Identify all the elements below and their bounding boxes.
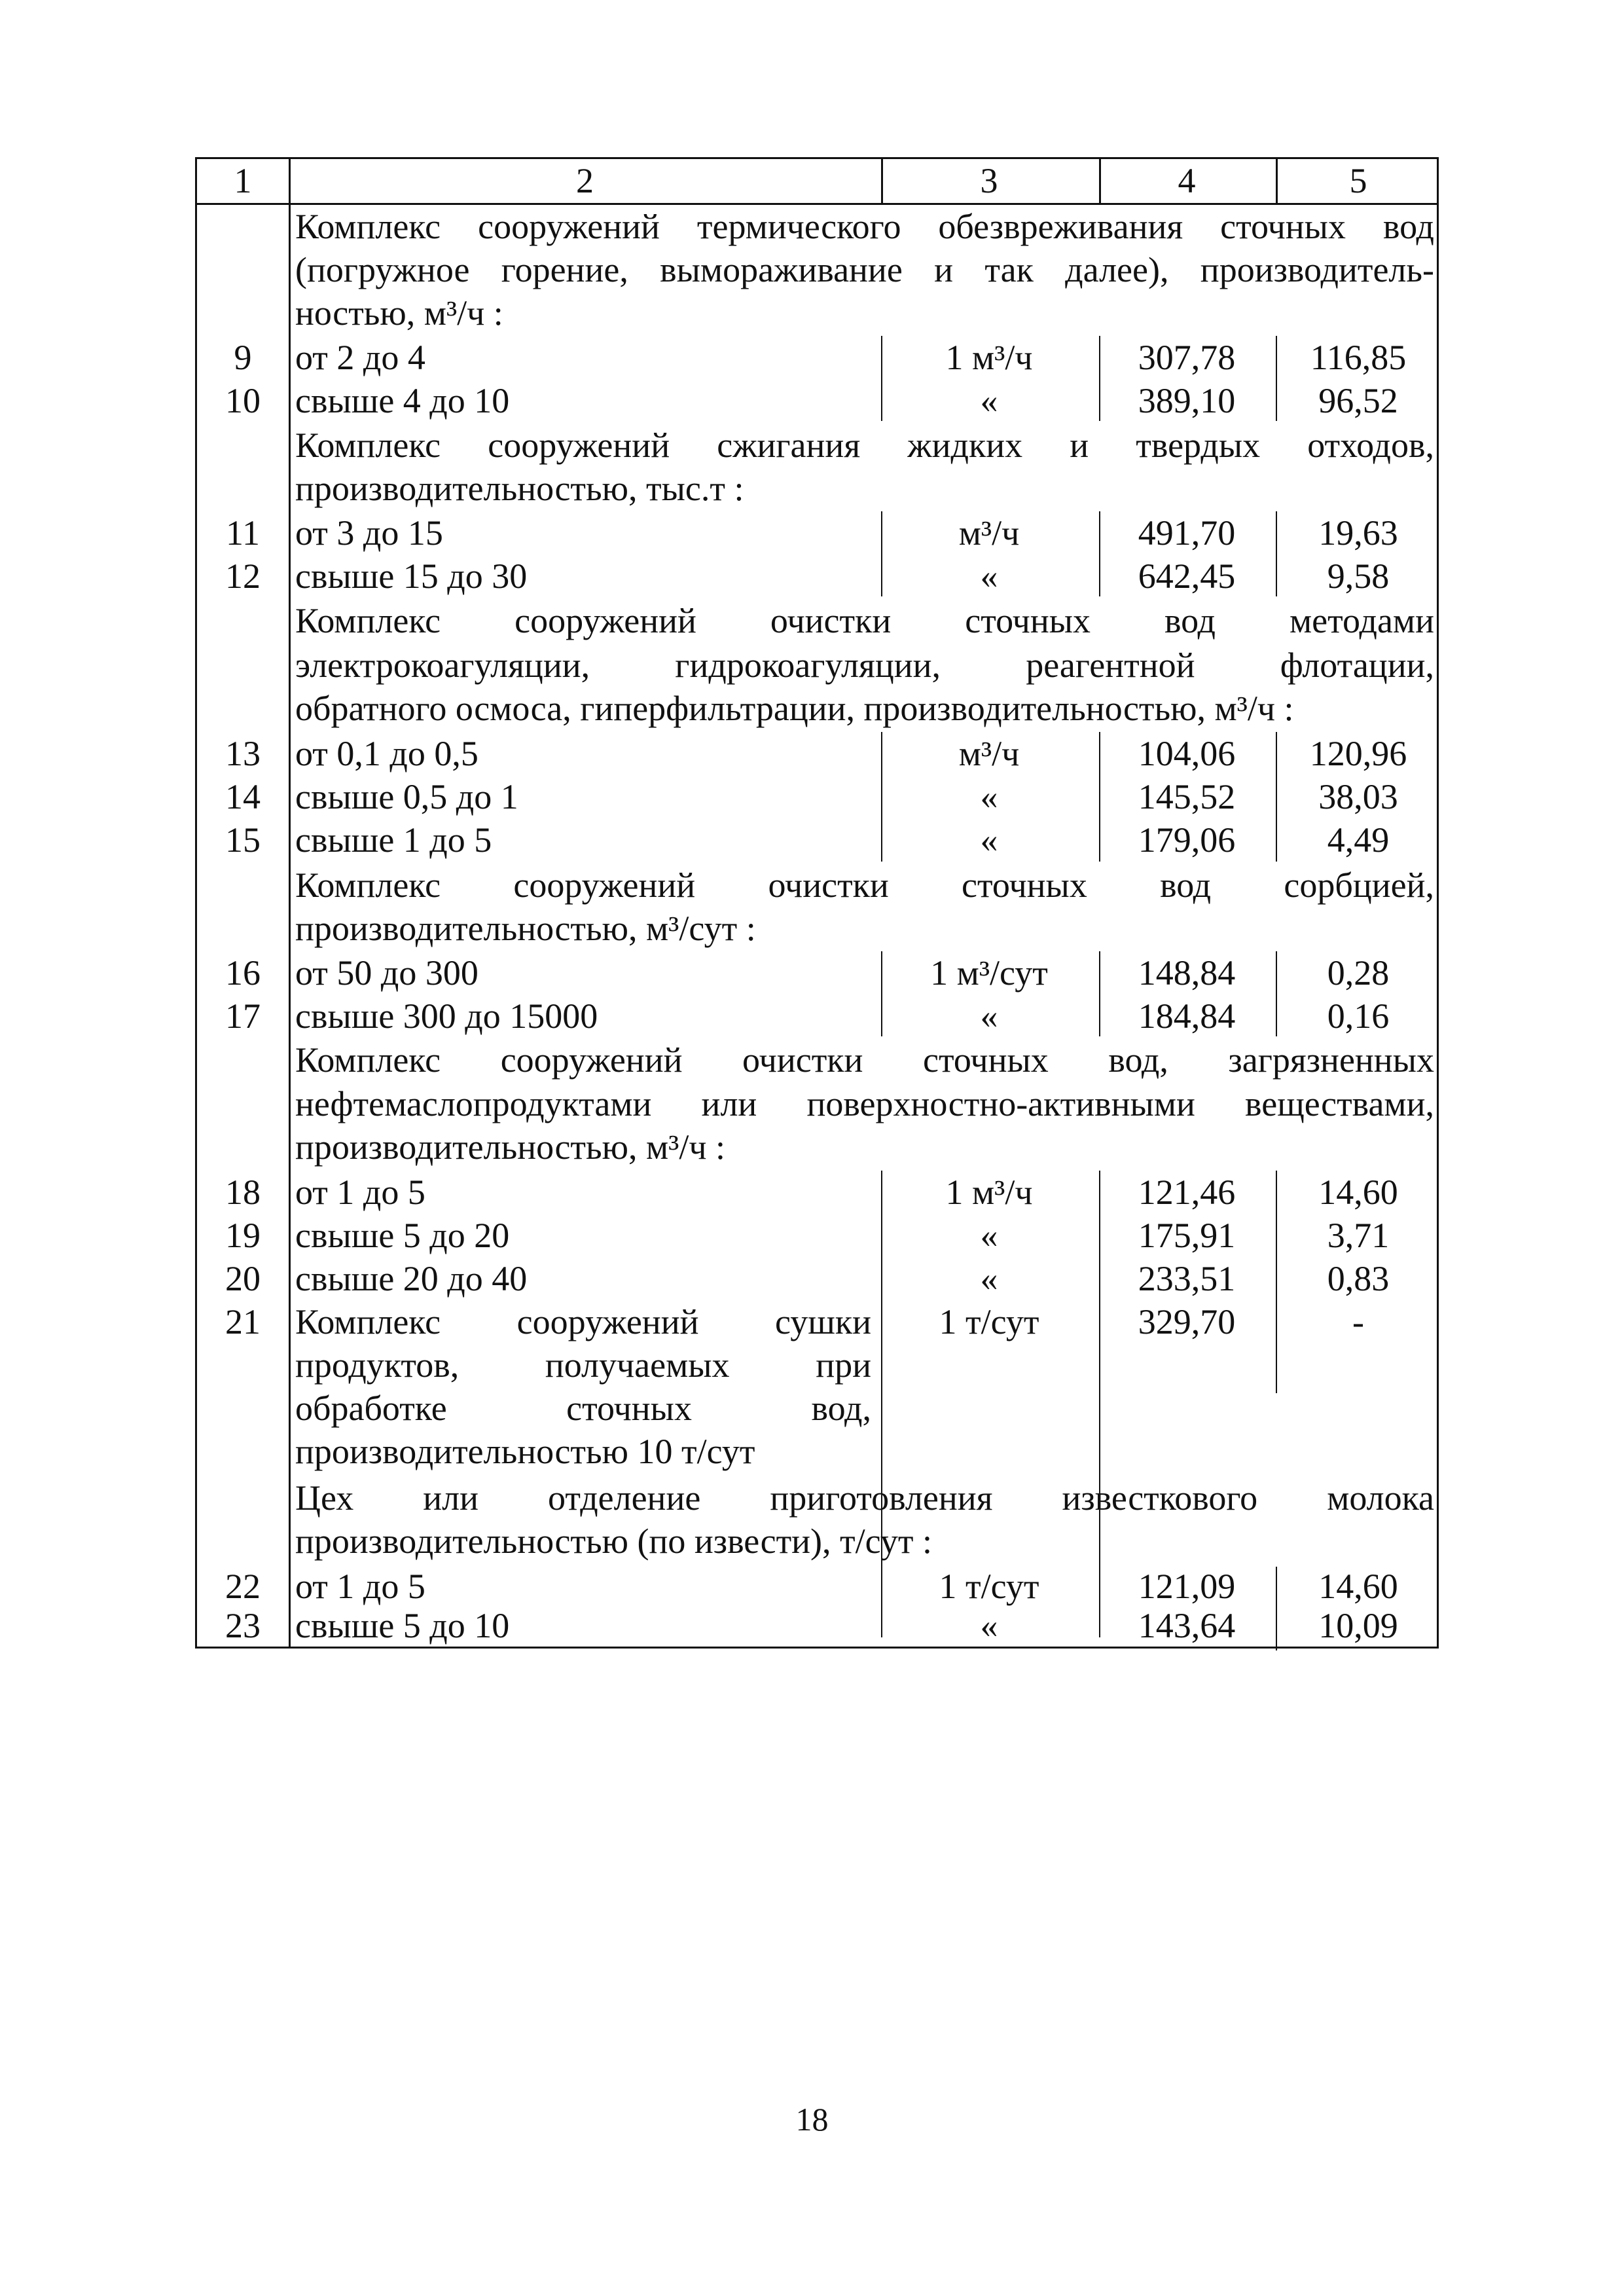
row-value-a: 121,09: [1138, 1567, 1236, 1606]
row-value-b: 3,71: [1327, 1216, 1390, 1255]
row-number: 15: [225, 820, 261, 860]
header-col-3: 3: [980, 161, 998, 200]
row-number: 17: [225, 996, 261, 1036]
row-unit: «: [980, 820, 998, 860]
page-number: 18: [795, 2101, 829, 2138]
row-value-b: 0,83: [1327, 1259, 1390, 1298]
group-heading-line: Комплекс сооружений очистки сточных вод сорбцией,: [295, 866, 1434, 905]
row-value-b: 14,60: [1318, 1567, 1398, 1606]
row-description-line: обработке сточных вод,: [295, 1389, 871, 1428]
row-value-a: 143,64: [1138, 1606, 1236, 1645]
row-range: свыше 15 до 30: [295, 556, 528, 596]
row-value-b: 19,63: [1318, 513, 1398, 553]
group-heading-line: Комплекс сооружений термического обезвреживания сточных вод: [295, 207, 1434, 246]
row-value-a: 104,06: [1138, 734, 1236, 773]
row-number: 12: [225, 556, 261, 596]
row-unit: 1 т/сут: [939, 1302, 1039, 1341]
row-value-b: 38,03: [1318, 777, 1398, 816]
row-range: от 1 до 5: [295, 1567, 425, 1606]
row-value-b: 0,28: [1327, 953, 1390, 993]
row-unit: м³/ч: [958, 734, 1020, 773]
row-value-b: 14,60: [1318, 1173, 1398, 1212]
row-range: свыше 20 до 40: [295, 1259, 528, 1298]
row-unit: «: [980, 1259, 998, 1298]
header-col-4: 4: [1178, 161, 1196, 200]
row-range: свыше 5 до 10: [295, 1606, 510, 1645]
row-range: от 1 до 5: [295, 1173, 425, 1212]
row-unit: 1 т/сут: [939, 1567, 1039, 1606]
row-number: 14: [225, 777, 261, 816]
header-col-5: 5: [1349, 161, 1367, 200]
group-heading-line: ностью, м³/ч :: [295, 293, 503, 333]
row-value-b: 116,85: [1310, 338, 1407, 377]
group-heading-line: производительностью, тыс.т :: [295, 469, 744, 508]
row-value-b: 120,96: [1309, 734, 1407, 773]
row-value-b: 96,52: [1318, 381, 1398, 420]
row-number: 9: [234, 338, 252, 377]
row-unit: «: [980, 556, 998, 596]
row-value-a: 145,52: [1138, 777, 1236, 816]
row-number: 20: [225, 1259, 261, 1298]
row-value-b: 0,16: [1327, 996, 1390, 1036]
row-value-a: 491,70: [1138, 513, 1236, 553]
row-number: 19: [225, 1216, 261, 1255]
row-value-b: -: [1352, 1302, 1364, 1341]
row-number: 18: [225, 1173, 261, 1212]
group-heading-line: Цех или отделение приготовления известкового молока: [295, 1478, 1434, 1518]
row-value-b: 4,49: [1327, 820, 1390, 860]
group-heading-line: нефтемаслопродуктами или поверхностно-активными веществами,: [295, 1084, 1434, 1123]
row-range: от 3 до 15: [295, 513, 443, 553]
row-unit: 1 м³/сут: [930, 953, 1048, 993]
row-value-a: 148,84: [1138, 953, 1236, 993]
row-unit: «: [980, 996, 998, 1036]
row-unit: «: [980, 1216, 998, 1255]
row-unit: «: [980, 777, 998, 816]
group-heading-line: обратного осмоса, гиперфильтрации, производительностью, м³/ч :: [295, 689, 1294, 728]
row-number: 11: [226, 513, 260, 553]
group-heading-line: производительностью (по извести), т/сут :: [295, 1522, 933, 1561]
row-value-a: 307,78: [1138, 338, 1236, 377]
row-number: 21: [225, 1302, 261, 1341]
row-range: от 50 до 300: [295, 953, 478, 993]
row-number: 13: [225, 734, 261, 773]
row-range: свыше 300 до 15000: [295, 996, 598, 1036]
row-description-line: производительностью 10 т/сут: [295, 1432, 755, 1471]
row-value-a: 642,45: [1138, 556, 1236, 596]
row-value-a: 329,70: [1138, 1302, 1236, 1341]
group-heading-line: производительностью, м³/ч :: [295, 1127, 726, 1167]
row-range: свыше 4 до 10: [295, 381, 510, 420]
row-value-a: 121,46: [1138, 1173, 1236, 1212]
row-value-a: 233,51: [1138, 1259, 1236, 1298]
row-value-a: 184,84: [1138, 996, 1236, 1036]
header-col-1: 1: [234, 161, 252, 200]
row-value-a: 179,06: [1138, 820, 1236, 860]
column-border-1: [289, 159, 291, 1647]
row-number: 22: [225, 1567, 261, 1606]
group-heading-line: Комплекс сооружений очистки сточных вод методами: [295, 601, 1434, 640]
row-range: свыше 0,5 до 1: [295, 777, 518, 816]
group-heading-line: (погружное горение, вымораживание и так далее), производитель-: [295, 250, 1434, 289]
row-value-b: 9,58: [1327, 556, 1390, 596]
group-heading-line: Комплекс сооружений сжигания жидких и твердых отходов,: [295, 426, 1434, 465]
row-number: 16: [225, 953, 261, 993]
group-heading-line: электрокоагуляции, гидрокоагуляции, реагентной флотации,: [295, 646, 1434, 685]
row-unit: 1 м³/ч: [945, 338, 1033, 377]
rates-table: [195, 157, 1439, 1649]
row-value-b: 10,09: [1318, 1606, 1398, 1645]
row-description-line: продуктов, получаемых при: [295, 1345, 871, 1385]
row-number: 10: [225, 381, 261, 420]
row-value-a: 175,91: [1138, 1216, 1236, 1255]
row-range: от 0,1 до 0,5: [295, 734, 478, 773]
row-number: 23: [225, 1606, 261, 1645]
row-value-a: 389,10: [1138, 381, 1236, 420]
row-unit: м³/ч: [958, 513, 1020, 553]
row-range: от 2 до 4: [295, 338, 425, 377]
header-col-2: 2: [576, 161, 594, 200]
group-heading-line: Комплекс сооружений очистки сточных вод, загрязненных: [295, 1040, 1434, 1080]
row-unit: «: [980, 381, 998, 420]
row-range: свыше 5 до 20: [295, 1216, 510, 1255]
row-range: свыше 1 до 5: [295, 820, 492, 860]
group-heading-line: производительностью, м³/сут :: [295, 909, 756, 948]
row-unit: 1 м³/ч: [945, 1173, 1033, 1212]
row-unit: «: [980, 1606, 998, 1645]
row-description-line: Комплекс сооружений сушки: [295, 1302, 871, 1341]
